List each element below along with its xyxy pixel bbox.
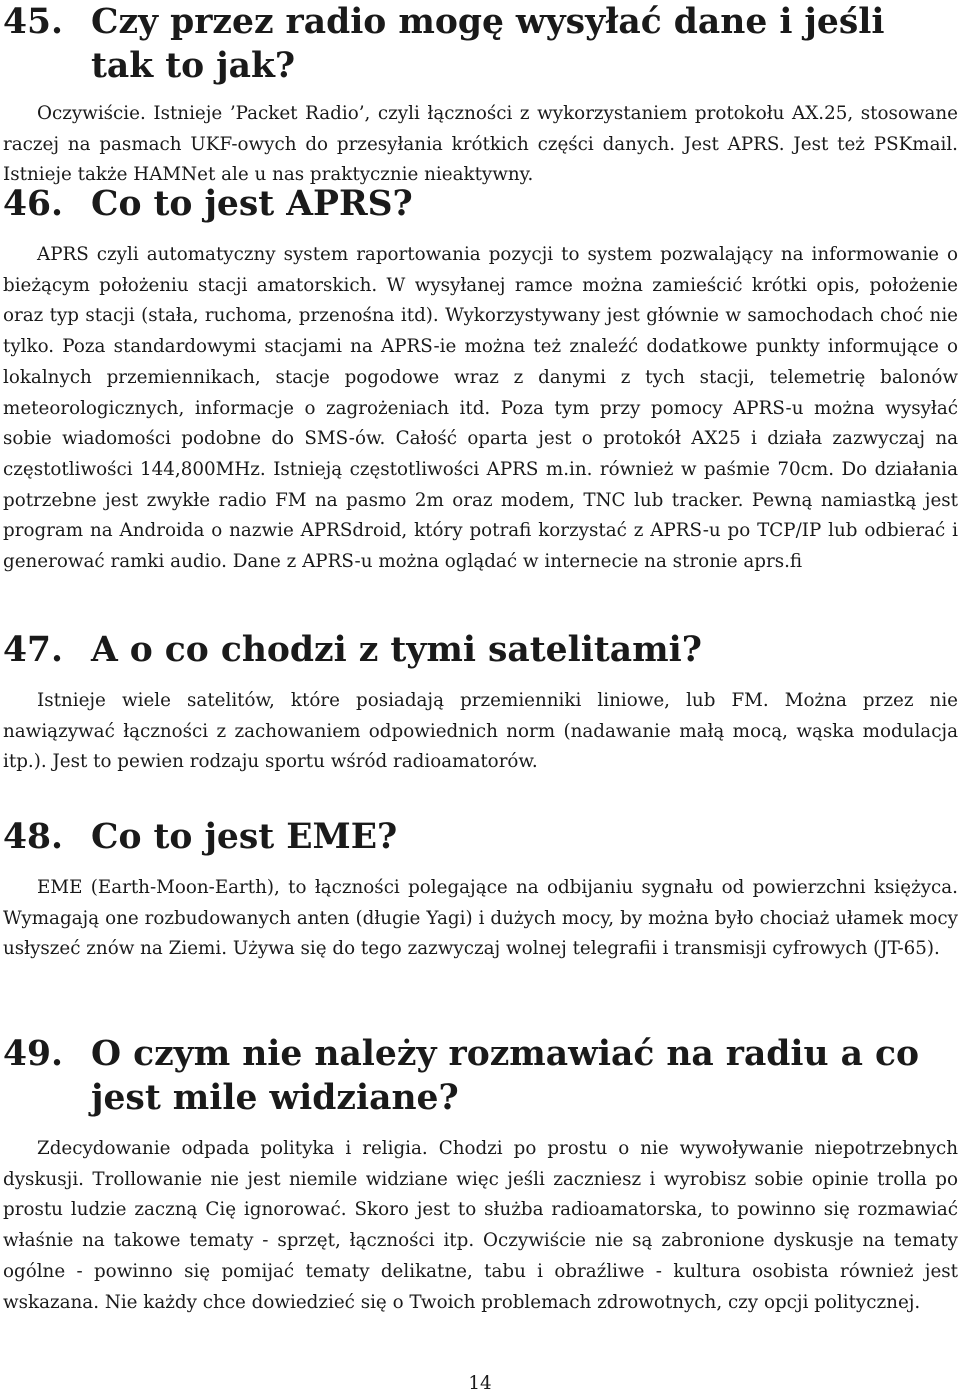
section-number: 47. xyxy=(3,630,64,670)
section-title: A o co chodzi z tymi satelitami? xyxy=(91,630,702,670)
section-46 xyxy=(3,182,958,578)
section-body: Oczywiście. Istnieje ’Packet Radio’, czyli łączności z wykorzystaniem protokołu AX.25, stosowane raczej na pasmach UKF-owych do przesyłania krótkich części danych. Jest APRS. Jest też PSKmail. Istnieje także HAMNet ale u nas praktycznie nieaktywny. xyxy=(3,103,958,186)
section-heading xyxy=(3,1032,958,1120)
section-title: Co to jest EME? xyxy=(91,817,398,857)
section-body: EME (Earth-Moon-Earth), to łączności polegające na odbijaniu sygnału od powierzchni księżyca. Wymagają one rozbudowanych anten (długie Yagi) i dużych mocy, by można było chociaż ułamek mocy usłyszeć znów na Ziemi. Używa się do tego zazwyczaj wolnej telegrafii i transmisji cyfrowych (JT-65). xyxy=(3,877,958,960)
page-number: 14 xyxy=(468,1373,492,1394)
section-title: Czy przez radio mogę wysyłać dane i jeśli tak to jak? xyxy=(91,2,885,86)
section-number: 48. xyxy=(3,817,64,857)
section-heading xyxy=(3,628,958,672)
section-title: Co to jest APRS? xyxy=(91,184,413,224)
section-heading xyxy=(3,0,958,88)
section-heading xyxy=(3,182,958,226)
section-body: APRS czyli automatyczny system raportowania pozycji to system pozwalający na informowanie o bieżącym położeniu stacji amatorskich. W wysyłanej ramce można zamieścić krótki opis, położenie oraz typ stacji (stała, ruchoma, przenośna itd). Wykorzystywany jest głównie w samochodach choć nie tylko. Poza standardowymi stacjami na APRS-ie można też znaleźć dodatkowe punkty informujące o lokalnych przemiennikach, stacje pogodowe wraz z danymi z tych stacji, telemetrię balonów meteorologicznych, informacje o zagrożeniach itd. Poza tym przy pomocy APRS-u można wysyłać sobie wiadomości podobne do SMS-ów. Całość oparta jest o protokół AX25 i działa zazwyczaj na częstotliwości 144,800MHz. Istnieją częstotliwości APRS m.in. również w paśmie 70cm. Do działania potrzebne jest zwykłe radio FM na pasmo 2m oraz modem, TNC lub tracker. Pewną namiastką jest program na Androida o nazwie APRSdroid, który potrafi korzystać z APRS-u po TCP/IP lub odbierać i generować ramki audio. Dane z APRS-u można oglądać w internecie na stronie aprs.fi xyxy=(3,244,958,573)
section-45 xyxy=(3,0,958,191)
section-heading xyxy=(3,815,958,859)
section-title: O czym nie należy rozmawiać na radiu a co jest mile widziane? xyxy=(91,1034,920,1118)
section-47 xyxy=(3,628,958,778)
section-49 xyxy=(3,1032,958,1318)
section-body: Zdecydowanie odpada polityka i religia. Chodzi po prostu o nie wywoływanie niepotrzebnych dyskusji. Trollowanie nie jest niemile widziane więc jeśli zaczniesz i wyrobisz sobie opinie trolla po prostu ludzie zaczną Cię ignorować. Skoro jest to służba radioamatorska, to powinno się rozmawiać właśnie na takowe tematy - sprzęt, łączności itp. Oczywiście nie są zabronione dyskusje na tematy ogólne - powinno się pomijać tematy delikatne, tabu i obraźliwe - kultura osobista również jest wskazana. Nie każdy chce dowiedzieć się o Twoich problemach zdrowotnych, czy opcji politycznej. xyxy=(3,1138,958,1313)
section-number: 49. xyxy=(3,1034,64,1074)
section-number: 46. xyxy=(3,184,64,224)
section-body: Istnieje wiele satelitów, które posiadają przemienniki liniowe, lub FM. Można przez nie nawiązywać łączności z zachowaniem odpowiednich norm (nadawanie małą mocą, wąska modulacja itp.). Jest to pewien rodzaju sportu wśród radioamatorów. xyxy=(3,690,958,773)
section-number: 45. xyxy=(3,2,64,42)
section-48 xyxy=(3,815,958,965)
